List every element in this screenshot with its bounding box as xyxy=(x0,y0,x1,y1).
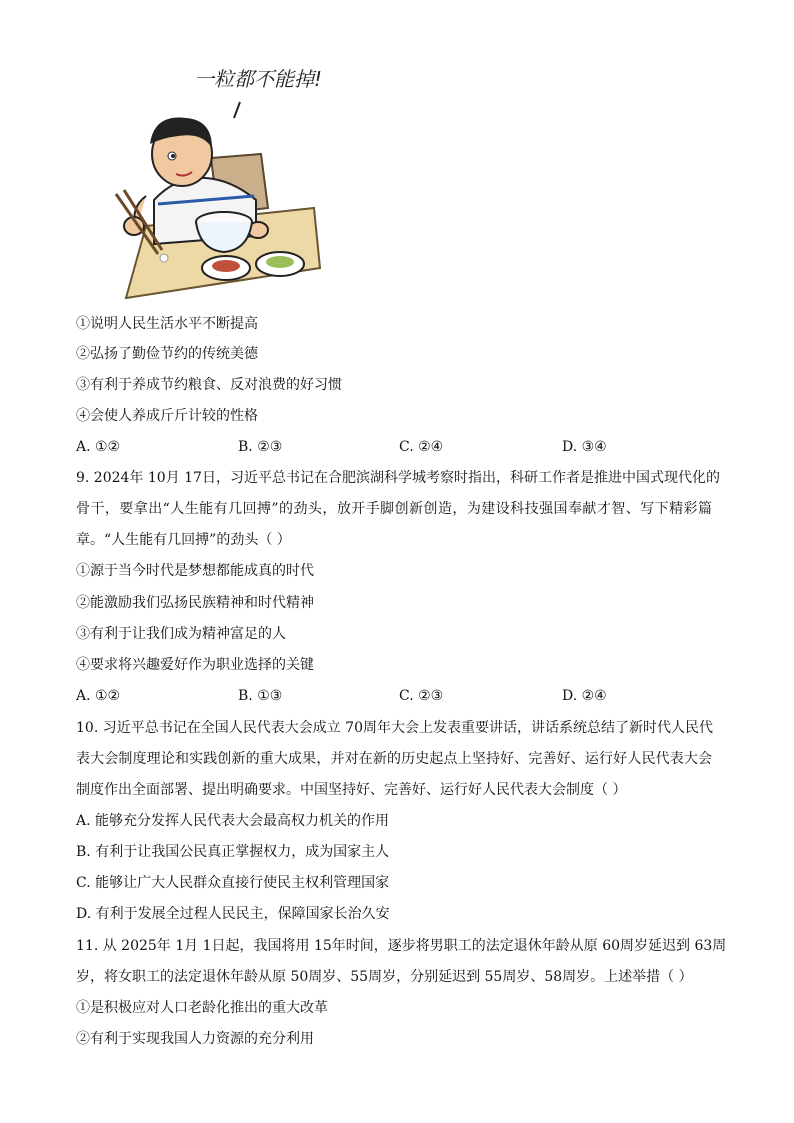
q10-stem-line-2: 表大会制度理论和实践创新的重大成果，并对在新的历史起点上坚持好、完善好、运行好人民代表大会 xyxy=(76,751,712,767)
q10-option-d: D. 有利于发展全过程人民民主，保障国家长治久安 xyxy=(76,906,390,922)
q10-option-a: A. 能够充分发挥人民代表大会最高权力机关的作用 xyxy=(76,813,390,829)
q8-statement-1: ①说明人民生活水平不断提高 xyxy=(76,316,258,332)
q9-option-c: C. ②③ xyxy=(399,688,444,704)
q11-statement-2: ②有利于实现我国人力资源的充分利用 xyxy=(76,1031,314,1047)
q8-option-c: C. ②④ xyxy=(399,439,444,455)
q8-option-d: D. ③④ xyxy=(562,439,607,455)
q10-option-b: B. 有利于让我国公民真正掌握权力，成为国家主人 xyxy=(76,844,390,860)
q8-statement-3: ③有利于养成节约粮食、反对浪费的好习惯 xyxy=(76,377,342,393)
q10-option-c: C. 能够让广大人民群众直接行使民主权利管理国家 xyxy=(76,875,390,891)
q9-statement-2: ②能激励我们弘扬民族精神和时代精神 xyxy=(76,595,314,611)
illustration-boy-eating xyxy=(106,58,336,304)
q8-statement-4: ④会使人养成斤斤计较的性格 xyxy=(76,408,258,424)
q9-statement-1: ①源于当今时代是梦想都能成真的时代 xyxy=(76,563,314,579)
q8-statement-2: ②弘扬了勤俭节约的传统美德 xyxy=(76,346,258,362)
q11-statement-1: ①是积极应对人口老龄化推出的重大改革 xyxy=(76,1000,328,1016)
q10-stem-line-3: 制度作出全面部署、提出明确要求。中国坚持好、完善好、运行好人民代表大会制度（ ） xyxy=(76,782,627,798)
q11-stem-line-2: 岁，将女职工的法定退休年龄从原 50周岁、55周岁，分别延迟到 55周岁、58周岁。上述举措（ ） xyxy=(76,969,693,985)
q9-statement-3: ③有利于让我们成为精神富足的人 xyxy=(76,626,286,642)
q9-option-b: B. ①③ xyxy=(238,688,283,704)
q9-stem-line-1: 9. 2024年 10月 17日，习近平总书记在合肥滨湖科学城考察时指出，科研工作者是推进中国式现代化的 xyxy=(76,470,720,486)
q9-statement-4: ④要求将兴趣爱好作为职业选择的关键 xyxy=(76,657,314,673)
illustration-caption: 一粒都不能掉! xyxy=(194,67,323,91)
q9-option-d: D. ②④ xyxy=(562,688,607,704)
boy-eating-rice-icon xyxy=(106,58,336,304)
q9-options xyxy=(76,686,716,706)
q8-options xyxy=(76,437,716,457)
q8-option-a: A. ①② xyxy=(76,439,121,455)
q10-stem-line-1: 10. 习近平总书记在全国人民代表大会成立 70周年大会上发表重要讲话，讲话系统总结了新时代人民代 xyxy=(76,720,713,736)
q9-option-a: A. ①② xyxy=(76,688,121,704)
q9-stem-line-2: 骨干，要拿出“人生能有几回搏”的劲头，放开手脚创新创造，为建设科技强国奉献才智、写下精彩篇 xyxy=(76,501,712,517)
q8-option-b: B. ②③ xyxy=(238,439,283,455)
q11-stem-line-1: 11. 从 2025年 1月 1日起，我国将用 15年时间，逐步将男职工的法定退休年龄从原 60周岁延迟到 63周 xyxy=(76,938,727,954)
q9-stem-line-3: 章。“人生能有几回搏”的劲头（ ） xyxy=(76,532,291,548)
